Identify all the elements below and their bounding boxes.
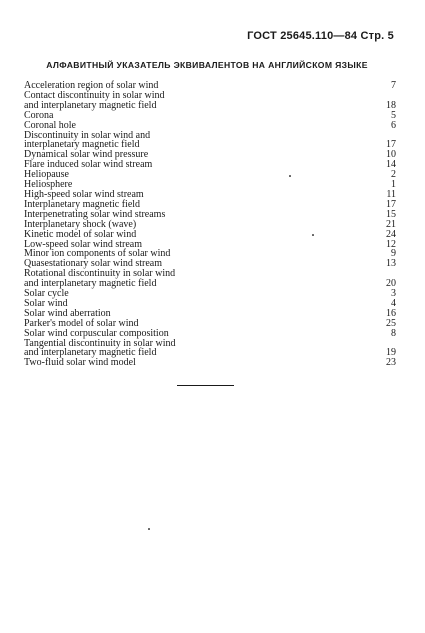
entry-page-number: 23 [386,357,396,369]
entry-page-number: 3 [391,288,396,300]
entry-term-line: Minor ion components of solar wind [24,248,171,260]
entry-term-line: Heliopause [24,169,69,181]
standard-number: ГОСТ 25645.110—84 [247,30,358,42]
entry-page-number: 18 [386,99,396,111]
entry-page-number: 20 [386,278,396,290]
index-entry [24,91,396,111]
entry-term-line: Coronal hole [24,119,76,131]
entry-term-line: Interplanetary shock (wave) [24,218,137,230]
entry-term-line: Low-speed solar wind stream [24,238,143,250]
entry-page-number: 25 [386,317,396,329]
end-rule [177,385,234,386]
entry-page-number: 5 [391,109,396,121]
page-number-label: Стр. 5 [360,30,394,42]
entry-page-number: 6 [391,119,396,131]
entry-term-line: Heliosphere [24,179,73,191]
index-entry [24,230,396,240]
entry-term-line: and interplanetary magnetic field [24,347,157,359]
entry-page-number: 9 [391,248,396,260]
entry-page-number: 15 [386,208,396,220]
entry-term-line: Solar cycle [24,288,69,300]
entry-term-line: Solar wind corpuscular composition [24,327,169,339]
entry-page-number: 11 [386,188,396,200]
entry-term-line: High-speed solar wind stream [24,188,144,200]
scan-speck [312,234,314,236]
index-entry [24,358,396,368]
scan-speck [289,175,291,177]
index-entries-list [24,81,396,368]
entry-term-line: Quasestationary solar wind stream [24,258,163,270]
entry-page-number: 21 [386,218,396,230]
index-entry [24,111,396,121]
entry-page-number: 2 [391,169,396,181]
entry-term-line: Acceleration region of solar wind [24,80,159,91]
entry-term-line: Two-fluid solar wind model [24,357,136,369]
index-entry [24,170,396,180]
entry-term-line: Corona [24,109,54,121]
entry-term-line: interplanetary magnetic field [24,139,140,151]
entry-term-line: Rotational discontinuity in solar wind [24,268,176,280]
entry-page-number: 17 [386,139,396,151]
index-title: АЛФАВИТНЫЙ УКАЗАТЕЛЬ ЭКВИВАЛЕНТОВ НА АНГЛИЙСКОМ ЯЗЫКЕ [46,60,368,70]
entry-term-line: Interpenetrating solar wind streams [24,208,166,220]
entry-page-number: 13 [386,258,396,270]
entry-page-number: 1 [391,179,396,191]
index-entry [24,339,396,359]
index-entry [24,160,396,170]
entry-term-line: and interplanetary magnetic field [24,278,157,290]
scan-speck [148,528,150,530]
entry-page-number: 14 [386,159,396,171]
entry-page-number: 19 [386,347,396,359]
entry-page-number: 16 [386,307,396,319]
entry-page-number: 12 [386,238,396,250]
entry-term-line: Kinetic model of solar wind [24,228,137,240]
entry-term-line: Solar wind aberration [24,307,111,319]
entry-page-number: 7 [391,80,396,91]
entry-term-line: and interplanetary magnetic field [24,99,157,111]
entry-term-line: Solar wind [24,297,68,309]
entry-term-line: Contact discontinuity in solar wind [24,89,165,101]
index-entry [24,131,396,151]
page-header [247,30,394,42]
index-entry [24,269,396,289]
entry-page-number: 24 [386,228,396,240]
entry-term-line: Dynamical solar wind pressure [24,149,149,161]
entry-page-number: 8 [391,327,396,339]
entry-term-line: Interplanetary magnetic field [24,198,141,210]
entry-term-line: Parker's model of solar wind [24,317,139,329]
entry-term-line: Flare induced solar wind stream [24,159,153,171]
entry-page-number: 10 [386,149,396,161]
index-entry [24,289,396,299]
entry-term-line: Tangential discontinuity in solar wind [24,337,176,349]
entry-page-number: 4 [391,297,396,309]
entry-term-line: Discontinuity in solar wind and [24,129,151,141]
entry-page-number: 17 [386,198,396,210]
